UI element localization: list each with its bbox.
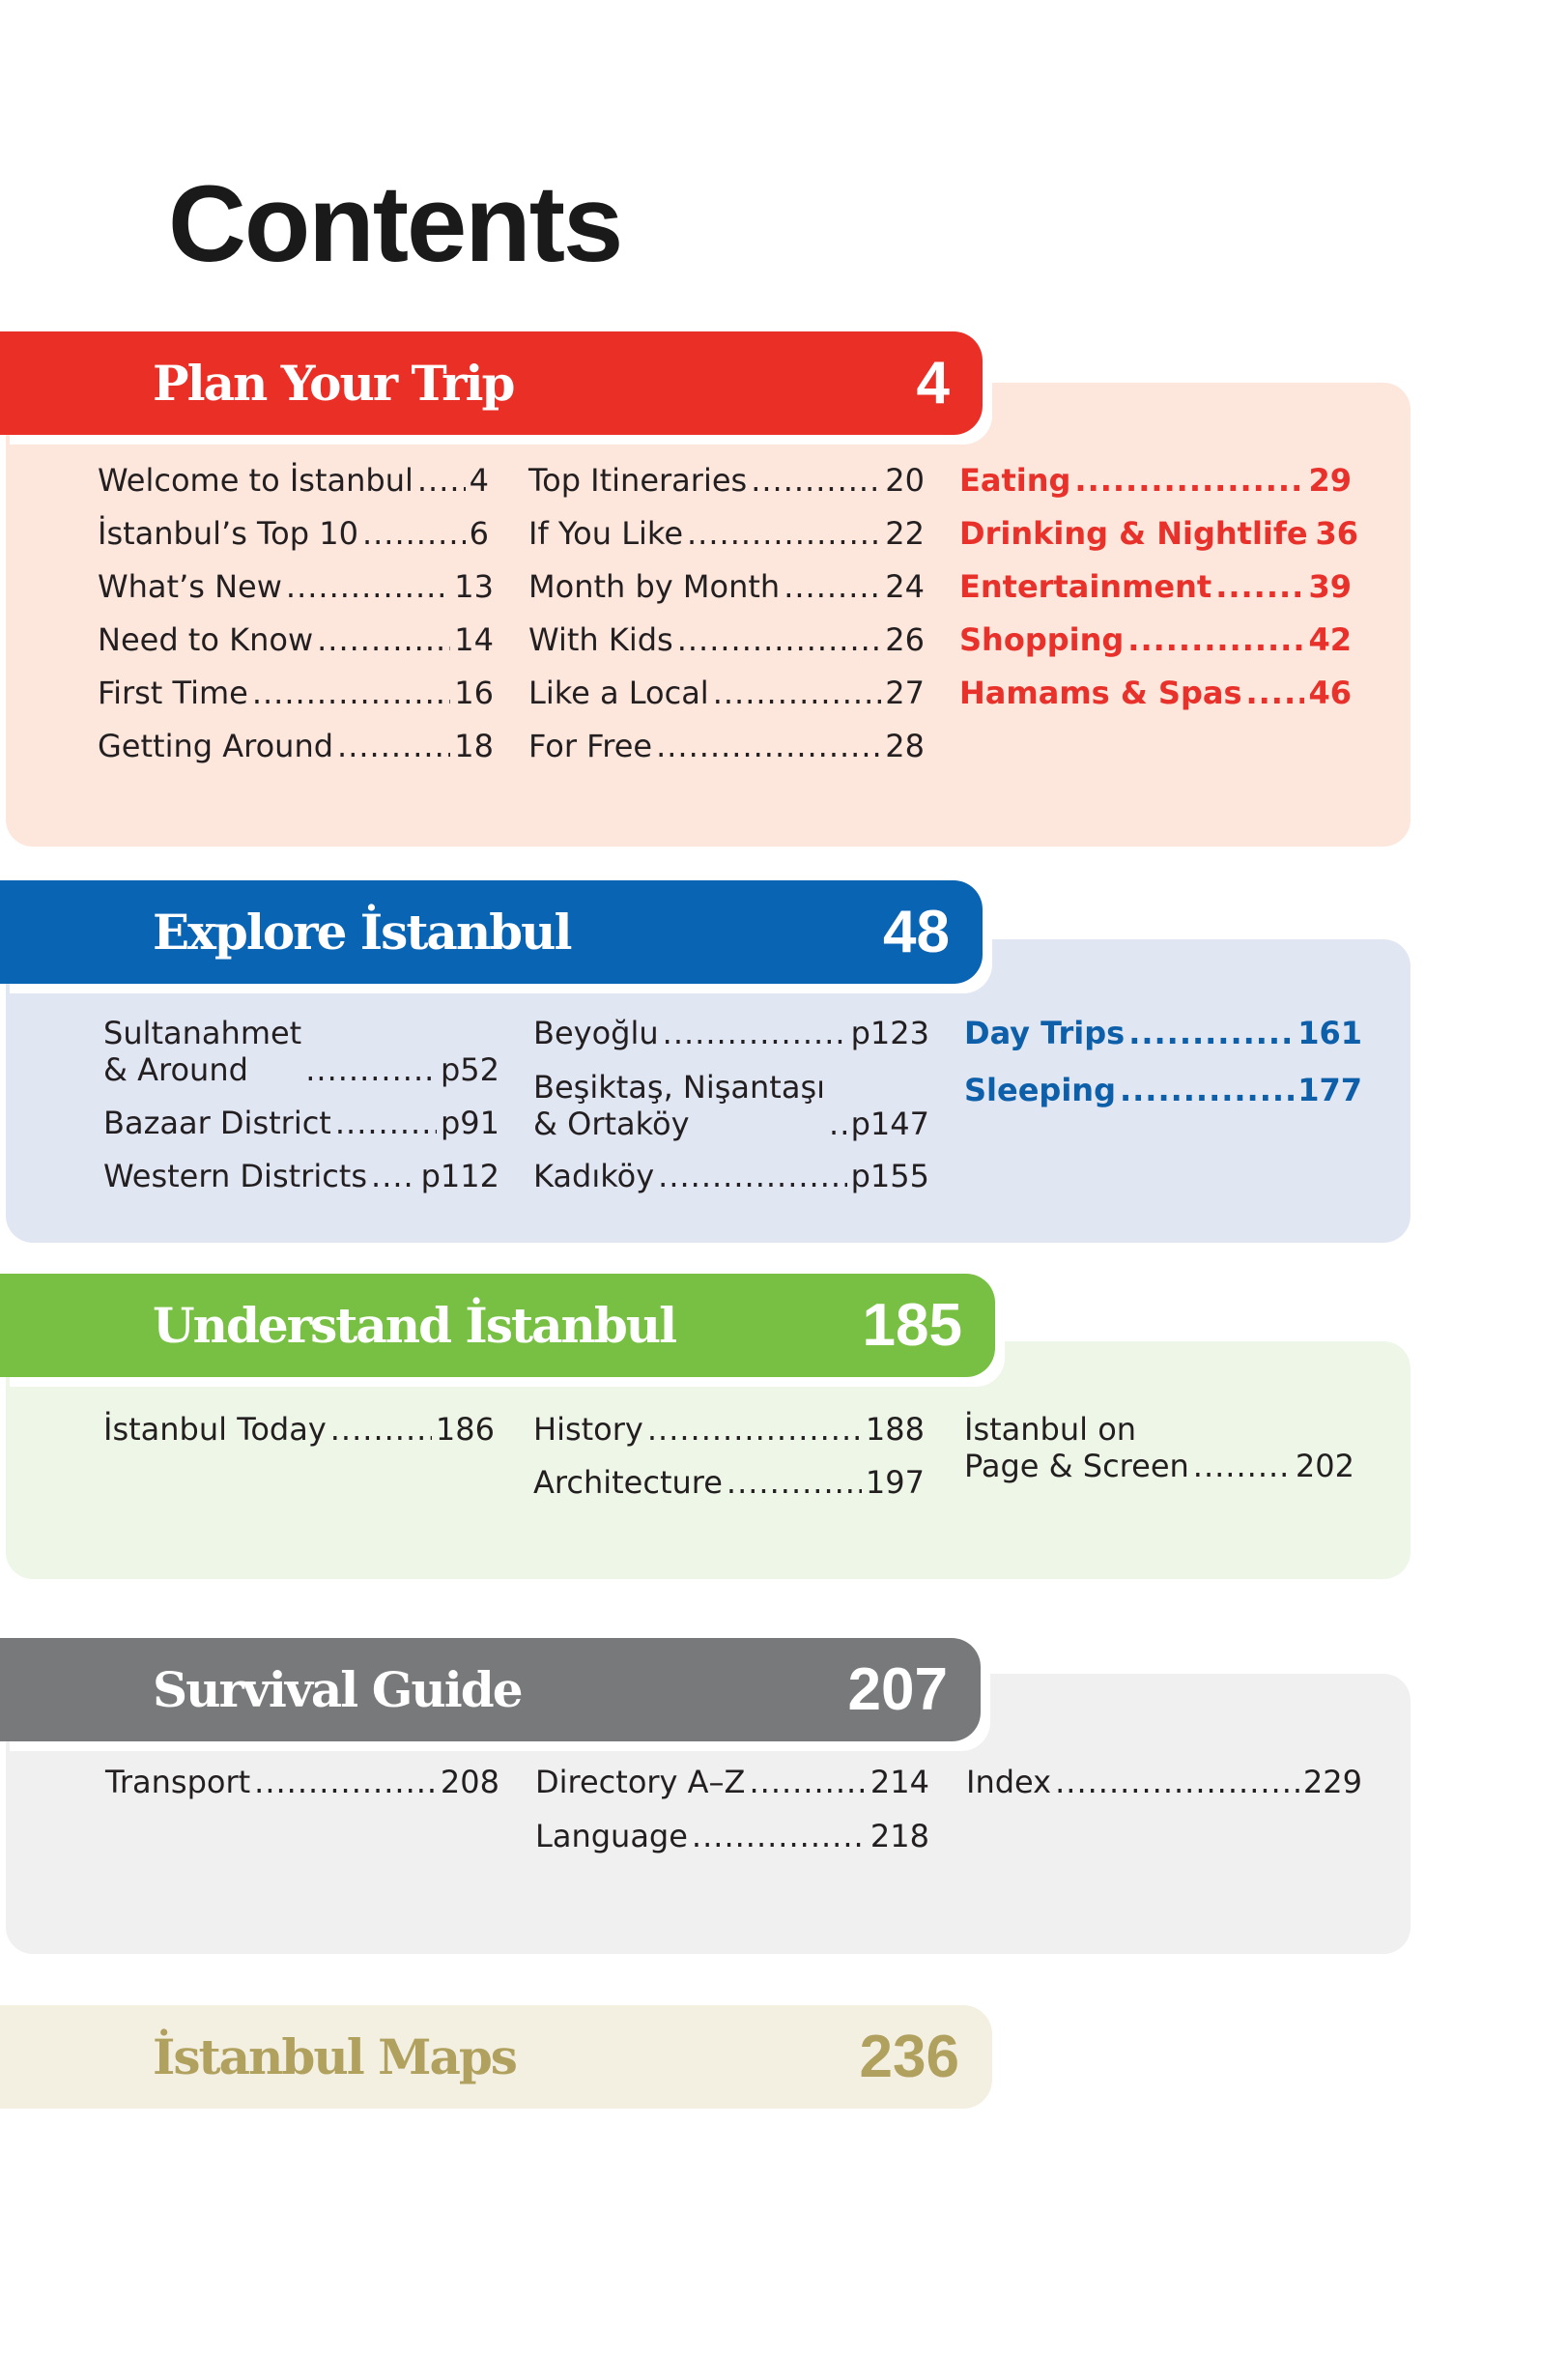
toc-entry-highlight[interactable]: Shopping ..... 42 bbox=[959, 621, 1352, 658]
section-page-number: 185 bbox=[862, 1292, 962, 1359]
toc-entry[interactable]: İstanbul on Page & Screen ..... 202 bbox=[964, 1411, 1354, 1484]
section-title: Plan Your Trip bbox=[153, 355, 514, 412]
toc-entry[interactable]: If You Like ..... 22 bbox=[528, 515, 925, 552]
toc-entry[interactable]: Kadıköy ..... p155 bbox=[533, 1158, 929, 1194]
toc-entry[interactable]: Sultanahmet & Around ..... p52 bbox=[103, 1015, 499, 1088]
toc-entry[interactable]: İstanbul’s Top 10 ..... 6 bbox=[98, 515, 489, 552]
toc-entry[interactable]: History ..... 188 bbox=[533, 1411, 925, 1448]
toc-entry[interactable]: Index ..... 229 bbox=[966, 1764, 1362, 1800]
toc-entry[interactable]: Transport ..... 208 bbox=[105, 1764, 499, 1800]
section-title: Understand İstanbul bbox=[153, 1297, 676, 1354]
toc-entry[interactable]: Getting Around ..... 18 bbox=[98, 728, 494, 764]
section-page-number: 207 bbox=[847, 1656, 948, 1723]
toc-entry-highlight[interactable]: Hamams & Spas ..... 46 bbox=[959, 675, 1352, 711]
toc-entry[interactable]: Language ..... 218 bbox=[535, 1818, 929, 1854]
toc-entry[interactable]: Beyoğlu ..... p123 bbox=[533, 1015, 929, 1051]
toc-entry-highlight[interactable]: Entertainment ..... 39 bbox=[959, 568, 1352, 605]
toc-entry-highlight[interactable]: Day Trips ..... 161 bbox=[964, 1015, 1362, 1051]
toc-entry-highlight[interactable]: Drinking & Nightlife 36 bbox=[959, 515, 1359, 552]
toc-entry[interactable]: For Free ..... 28 bbox=[528, 728, 925, 764]
toc-entry[interactable]: Welcome to İstanbul ..... 4 bbox=[98, 462, 489, 499]
istanbul-maps-header[interactable] bbox=[0, 2005, 992, 2109]
explore-istanbul-header[interactable] bbox=[0, 880, 983, 984]
plan-your-trip-panel bbox=[6, 383, 1411, 847]
toc-entry[interactable]: Month by Month ..... 24 bbox=[528, 568, 925, 605]
toc-entry[interactable]: With Kids ..... 26 bbox=[528, 621, 925, 658]
toc-entry-highlight[interactable]: Eating ..... 29 bbox=[959, 462, 1352, 499]
toc-entry-highlight[interactable]: Sleeping ..... 177 bbox=[964, 1072, 1362, 1108]
section-page-number: 4 bbox=[916, 350, 950, 417]
toc-entry[interactable]: First Time ..... 16 bbox=[98, 675, 494, 711]
toc-entry[interactable]: What’s New ..... 13 bbox=[98, 568, 494, 605]
section-title: İstanbul Maps bbox=[153, 2028, 516, 2085]
toc-entry[interactable]: Like a Local ..... 27 bbox=[528, 675, 925, 711]
section-title: Survival Guide bbox=[153, 1661, 522, 1718]
toc-entry[interactable]: Directory A–Z ..... 214 bbox=[535, 1764, 929, 1800]
toc-entry[interactable]: Need to Know ..... 14 bbox=[98, 621, 494, 658]
survival-guide-header[interactable] bbox=[0, 1638, 981, 1741]
toc-entry[interactable]: Architecture ..... 197 bbox=[533, 1464, 925, 1501]
toc-entry[interactable]: Beşiktaş, Nişantaşı & Ortaköy ..... p147 bbox=[533, 1069, 929, 1142]
section-page-number: 236 bbox=[859, 2024, 959, 2090]
section-title: Explore İstanbul bbox=[153, 904, 571, 961]
toc-entry[interactable]: İstanbul Today ..... 186 bbox=[103, 1411, 495, 1448]
toc-entry[interactable]: Western Districts ..... p112 bbox=[103, 1158, 499, 1194]
plan-your-trip-header[interactable] bbox=[0, 331, 983, 435]
page-title: Contents bbox=[168, 163, 622, 284]
section-page-number: 48 bbox=[883, 899, 950, 965]
understand-istanbul-header[interactable] bbox=[0, 1274, 995, 1377]
toc-entry[interactable]: Bazaar District ..... p91 bbox=[103, 1105, 499, 1141]
toc-entry[interactable]: Top Itineraries ..... 20 bbox=[528, 462, 925, 499]
